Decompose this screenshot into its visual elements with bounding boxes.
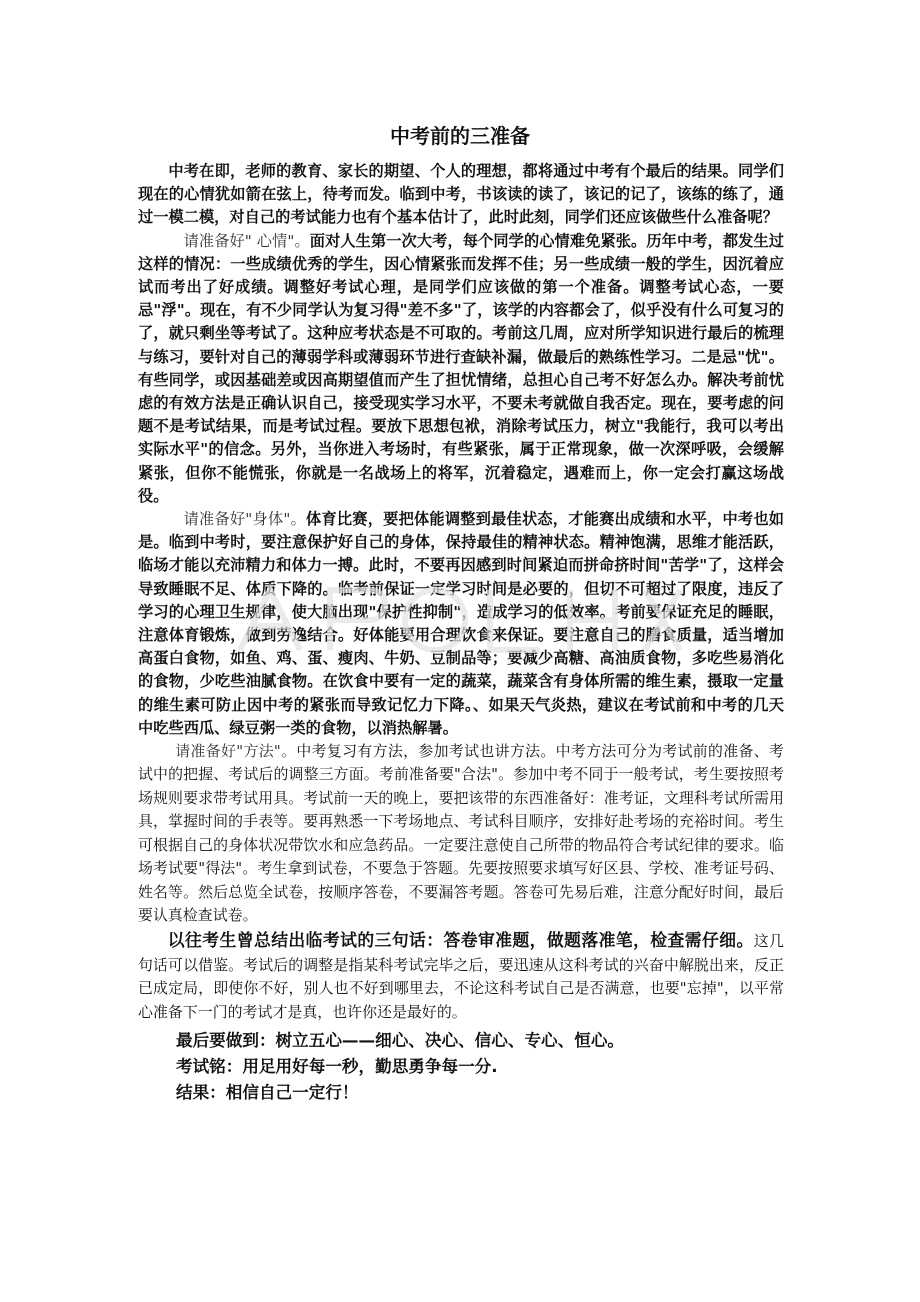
summary-five-hearts: 最后要做到：树立五心——细心、决心、信心、专心、恒心。	[176, 1030, 625, 1050]
intro-paragraph: 中考在即，老师的教育、家长的期望、个人的理想，都将通过中考有个最后的结果。同学们现在的心情犹如箭在弦上，待考而发。临到中考，书该读的读了，该记的记了，该练的练了，通过一模二模，对自己的考试能力也有个基本估计了，此时此刻，同学们还应该做些什么准备呢？	[138, 162, 784, 227]
section-method-text: 中考复习有方法，参加考试也讲方法。中考方法可分为考试前的准备、考试中的把握、考试后的调整三方面。考前准备要"合法"。参加中考不同于一般考试，考生要按照考场规则要求带考试用具。考试前一天的晚上，要把该带的东西准备好：准考证，文理科考试所需用具，掌握时间的手表等。要再熟悉一下考场地点、考试科目顺序，安排好赴考场的充裕时间。考生可根据自己的身体状况带饮水和应急药品。一定要注意使自己所带的物品符合考试纪律的要求。临场考试要"得法"。考生拿到试卷，不要急于答题。先要按照要求填写好区县、学校、准考证号码、姓名等。然后总览全试卷，按顺序答卷，不要漏答考题。答卷可先易后难，注意分配好时间，最后要认真检查试卷。	[138, 742, 784, 924]
section-method-lead: 请准备好"方法"。	[175, 742, 297, 761]
summary-result: 结果：相信自己一定行！	[176, 1082, 359, 1102]
section-mood-lead: 请准备好" 心情"。	[183, 231, 310, 250]
section-body-paragraph	[138, 508, 784, 740]
section-advice-paragraph	[138, 929, 784, 1024]
section-mood-paragraph	[138, 230, 784, 508]
section-body-text: 体育比赛，要把体能调整到最佳状态，才能赛出成绩和水平，中考也如是。临到中考时，要注意保护好自己的身体，保持最佳的精神状态。精神饱满，思维才能活跃，临场才能以充沛精力和体力一搏。此时，不要再因感到时间紧迫而拼命挤时间"苦学"了，这样会导致睡眠不足、体质下降的。临考前保证一定学习时间是必要的，但切不可超过了限度，违反了学习的心理卫生规律，使大脑出现"保护性抑制"，造成学习的低效率。考前要保证充足的睡眠，注意体育锻炼，做到劳逸结合。好体能要用合理饮食来保证。要注意自己的膳食质量，适当增加高蛋白食物，如鱼、鸡、蛋、瘦肉、牛奶、豆制品等；要减少高糖、高油质食物，多吃些易消化的食物，少吃些油腻食物。在饮食中要有一定的蔬菜，蔬菜含有身体所需的维生素，摄取一定量的维生素可防止因中考的紧张而导致记忆力下降。、如果天气炎热，建议在考试前和中考的几天中吃些西瓜、绿豆粥一类的食物，以消热解暑。	[138, 510, 784, 737]
section-body-lead: 请准备好"身体"。	[183, 510, 307, 529]
section-advice-text: 这几句话可以借鉴。考试后的调整是指某科考试完毕之后，要迅速从这科考试的兴奋中解脱出来，反正已成定局，即使你不好，别人也不好到哪里去，不论这科考试自己是否满意，也要"忘掉"，以平常心准备下一门的考试才是真，也许你还是最好的。	[138, 932, 785, 1021]
section-advice-lead: 以往考生曾总结出临考试的三句话：答卷审准题，做题落准笔，检查需仔细。	[167, 930, 754, 951]
document-body	[138, 160, 784, 1106]
summary-exam-motto: 考试铭：用足用好每一秒，勤思勇争每一分.	[176, 1056, 498, 1076]
section-mood-text: 面对人生第一次大考，每个同学的心情难免紧张。历年中考，都发生过这样的情况：一些成绩优秀的学生，因心情紧张而发挥不佳；另一些成绩一般的学生，因沉着应试而考出了好成绩。调整好考试心理，是同学们应该做的第一个准备。调整考试心态，一要忌"浮"。现在，有不少同学认为复习得"差不多"了，该学的内容都会了，似乎没有什么可复习的了，就只剩坐等考试了。这种应考状态是不可取的。考前这几周，应对所学知识进行最后的梳理与练习，要针对自己的薄弱学科或薄弱环节进行查缺补漏，做最后的熟练性学习。二是忌"忧"。有些同学，或因基础差或因高期望值而产生了担忧情绪，总担心自己考不好怎么办。解决考前忧虑的有效方法是正确认识自己，接受现实学习水平，不要未考就做自我否定。现在，要考虑的问题不是考试结果，而是考试过程。要放下思想包袱，消除考试压力，树立"我能行，我可以考出实际水平"的信念。另外，当你进入考场时，有些紧张，属于正常现象，做一次深呼吸，会缓解紧张，但你不能慌张，你就是一名战场上的将军，沉着稳定，遇难而上，你一定会打赢这场战役。	[138, 231, 784, 505]
document-title: 中考前的三准备	[390, 124, 530, 148]
section-method-paragraph	[138, 740, 784, 927]
